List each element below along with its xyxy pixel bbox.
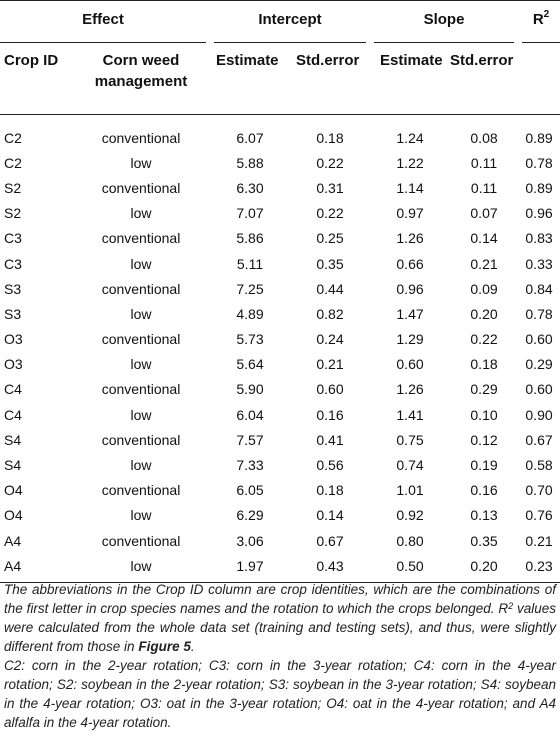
slope-estimate-cell: 0.66 [396,255,424,272]
crop-id-cell: C4 [4,381,22,398]
crop-id-cell: O3 [4,356,23,373]
management-cell: conventional [101,532,181,549]
intercept-estimate-cell: 5.11 [236,255,264,272]
intercept-estimate-cell: 3.06 [236,532,264,549]
table-row [0,327,560,352]
slope-estimate-cell: 1.26 [396,230,424,247]
r2-cell: 0.83 [525,230,553,247]
slope-stderr-cell: 0.20 [470,305,498,322]
management-cell: low [130,305,152,322]
r2-cell: 0.78 [525,305,553,322]
crop-id-cell: O4 [4,507,23,524]
intercept-estimate-cell: 6.04 [236,406,264,423]
slope-stderr-cell: 0.11 [470,179,498,196]
intercept-stderr-cell: 0.67 [316,532,344,549]
slope-estimate-cell: 0.80 [396,532,424,549]
slope-estimate-cell: 1.22 [396,154,424,171]
slope-stderr-cell: 0.19 [470,457,498,474]
table-row [0,427,560,452]
intercept-stderr-cell: 0.82 [316,305,344,322]
intercept-stderr-cell: 0.16 [316,406,344,423]
management-cell: low [130,406,152,423]
crop-id-cell: C3 [4,230,22,247]
management-cell: conventional [101,280,181,297]
slope-estimate-cell: 1.24 [396,129,424,146]
r2-cell: 0.89 [525,179,553,196]
r2-sub-header [518,43,560,115]
intercept-stderr-cell: 0.22 [316,205,344,222]
intercept-stderr-cell: 0.25 [316,230,344,247]
intercept-estimate-header: Estimate [210,43,290,115]
intercept-stderr-cell: 0.44 [316,280,344,297]
crop-id-cell: C4 [4,406,22,423]
table-row [0,175,560,200]
intercept-estimate-cell: 6.07 [236,129,264,146]
intercept-stderr-cell: 0.43 [290,553,370,583]
slope-stderr-cell: 0.09 [470,280,498,297]
r2-cell: 0.84 [525,280,553,297]
intercept-estimate-cell: 5.88 [236,154,264,171]
intercept-stderr-cell: 0.21 [316,356,344,373]
crop-id-cell: C2 [4,129,22,146]
r2-cell: 0.33 [525,255,553,272]
r2-cell: 0.29 [525,356,553,373]
intercept-estimate-cell: 5.90 [236,381,264,398]
management-cell: low [130,205,152,222]
intercept-estimate-cell: 7.07 [236,205,264,222]
r2-cell: 0.58 [525,457,553,474]
intercept-group-header: Intercept [210,1,370,44]
intercept-estimate-cell: 5.64 [236,356,264,373]
management-cell: low [130,154,152,171]
effect-group-header: Effect [0,1,210,44]
r2-cell: 0.76 [525,507,553,524]
table-row [0,251,560,276]
slope-stderr-cell: 0.12 [470,431,498,448]
slope-stderr-cell: 0.35 [470,532,498,549]
figure-reference: Figure 5 [138,639,191,654]
management-header: Corn weed management [72,43,210,115]
crop-id-cell: C3 [4,255,22,272]
crop-id-cell: O4 [4,482,23,499]
management-cell: low [130,457,152,474]
intercept-stderr-cell: 0.22 [316,154,344,171]
slope-estimate-cell: 0.92 [396,507,424,524]
table-body [0,115,560,583]
management-cell: conventional [101,482,181,499]
slope-stderr-cell: 0.29 [470,381,498,398]
r2-cell: 0.60 [525,381,553,398]
crop-id-cell: A4 [0,553,72,583]
table-footnotes [4,580,556,732]
slope-stderr-cell: 0.11 [470,154,498,171]
table-row [0,352,560,377]
intercept-estimate-cell: 1.97 [210,553,290,583]
table-row [0,301,560,326]
intercept-estimate-cell: 4.89 [236,305,264,322]
intercept-estimate-cell: 6.05 [236,482,264,499]
r2-cell: 0.89 [525,129,553,146]
management-cell: low [130,255,152,272]
slope-stderr-header: Std.error [450,43,518,115]
crop-id-cell: S3 [4,280,22,297]
intercept-stderr-cell: 0.56 [316,457,344,474]
intercept-estimate-cell: 5.86 [236,230,264,247]
intercept-estimate-cell: 7.57 [236,431,264,448]
management-cell: conventional [101,230,181,247]
crop-id-cell: S2 [4,205,22,222]
slope-estimate-cell: 1.01 [396,482,424,499]
intercept-stderr-cell: 0.14 [316,507,344,524]
intercept-stderr-cell: 0.60 [316,381,344,398]
table-row [0,150,560,175]
intercept-stderr-cell: 0.18 [316,482,344,499]
intercept-estimate-cell: 7.33 [236,457,264,474]
slope-estimate-cell: 1.26 [396,381,424,398]
table-row [0,528,560,553]
intercept-stderr-cell: 0.18 [316,129,344,146]
crop-id-cell: S3 [4,305,22,322]
slope-stderr-cell: 0.10 [470,406,498,423]
slope-stderr-cell: 0.20 [450,553,518,583]
intercept-stderr-header: Std.error [290,43,370,115]
intercept-stderr-cell: 0.31 [316,179,344,196]
crop-id-cell: A4 [4,532,22,549]
management-cell: conventional [101,381,181,398]
r2-cell: 0.21 [525,532,553,549]
management-cell: low [130,507,152,524]
r2-cell: 0.96 [525,205,553,222]
intercept-estimate-cell: 6.30 [236,179,264,196]
sub-header-row [0,43,560,115]
r2-cell: 0.90 [525,406,553,423]
footnote-crop-definitions: C2: corn in the 2-year rotation; C3: corn in the 3-year rotation; C4: corn in the 4-year rotation; S2: soybean in the 2-year rotation; S3: soybean in the 3-year rotation; S4: soybean in the 4-year rotation; O3: oat in the 3-year rotation; O4: oat in the 4-year rotation; and A4 alfalfa in the 4-year rotation. [4,658,556,730]
intercept-stderr-cell: 0.41 [316,431,344,448]
slope-estimate-cell: 1.41 [396,406,424,423]
r2-cell: 0.70 [525,482,553,499]
crop-id-cell: S4 [4,457,22,474]
management-cell: conventional [101,179,181,196]
slope-estimate-header: Estimate [370,43,450,115]
r2-cell: 0.78 [525,154,553,171]
table-row [0,478,560,503]
slope-estimate-cell: 0.50 [370,553,450,583]
slope-estimate-cell: 0.60 [396,356,424,373]
table-row [0,402,560,427]
crop-id-header: Crop ID [0,43,72,115]
slope-stderr-cell: 0.21 [470,255,498,272]
slope-stderr-cell: 0.07 [470,205,498,222]
management-cell: conventional [101,129,181,146]
slope-stderr-cell: 0.08 [470,129,498,146]
management-cell: low [72,553,210,583]
intercept-estimate-cell: 6.29 [236,507,264,524]
slope-estimate-cell: 0.96 [396,280,424,297]
crop-id-cell: S4 [4,431,22,448]
management-cell: conventional [101,331,181,348]
slope-estimate-cell: 0.97 [396,205,424,222]
crop-id-cell: S2 [4,179,22,196]
r2-group-header: $R^2$ [518,1,560,44]
r2-cell: 0.67 [525,431,553,448]
intercept-estimate-cell: 5.73 [236,331,264,348]
table-row [0,553,560,583]
slope-stderr-cell: 0.18 [470,356,498,373]
r2-cell: 0.23 [518,553,560,583]
slope-stderr-cell: 0.22 [470,331,498,348]
table-row [0,226,560,251]
footnote-abbreviations: The abbreviations in the Crop ID column are crop identities, which are the combinations of the first letter in crop species names and the rotation to which the crops belonged. $R^2$ values were calculated from the whole data set (training and testing sets), and thus, were slightly different from those in Figure 5. [4,582,557,654]
table-row [0,503,560,528]
table-row [0,276,560,301]
slope-stderr-cell: 0.14 [470,230,498,247]
intercept-stderr-cell: 0.24 [316,331,344,348]
crop-id-cell: O3 [4,331,23,348]
slope-estimate-cell: 1.47 [396,305,424,322]
table-row [0,377,560,402]
slope-estimate-cell: 0.75 [396,431,424,448]
group-header-row [0,1,560,44]
crop-id-cell: C2 [4,154,22,171]
slope-stderr-cell: 0.16 [470,482,498,499]
management-cell: conventional [101,431,181,448]
intercept-stderr-cell: 0.35 [316,255,344,272]
table-row [0,115,560,151]
table-row [0,452,560,477]
r2-cell: 0.60 [525,331,553,348]
slope-estimate-cell: 1.29 [396,331,424,348]
slope-estimate-cell: 0.74 [396,457,424,474]
table-row [0,201,560,226]
management-cell: low [130,356,152,373]
intercept-estimate-cell: 7.25 [236,280,264,297]
slope-stderr-cell: 0.13 [470,507,498,524]
slope-group-header: Slope [370,1,518,44]
slope-estimate-cell: 1.14 [396,179,424,196]
